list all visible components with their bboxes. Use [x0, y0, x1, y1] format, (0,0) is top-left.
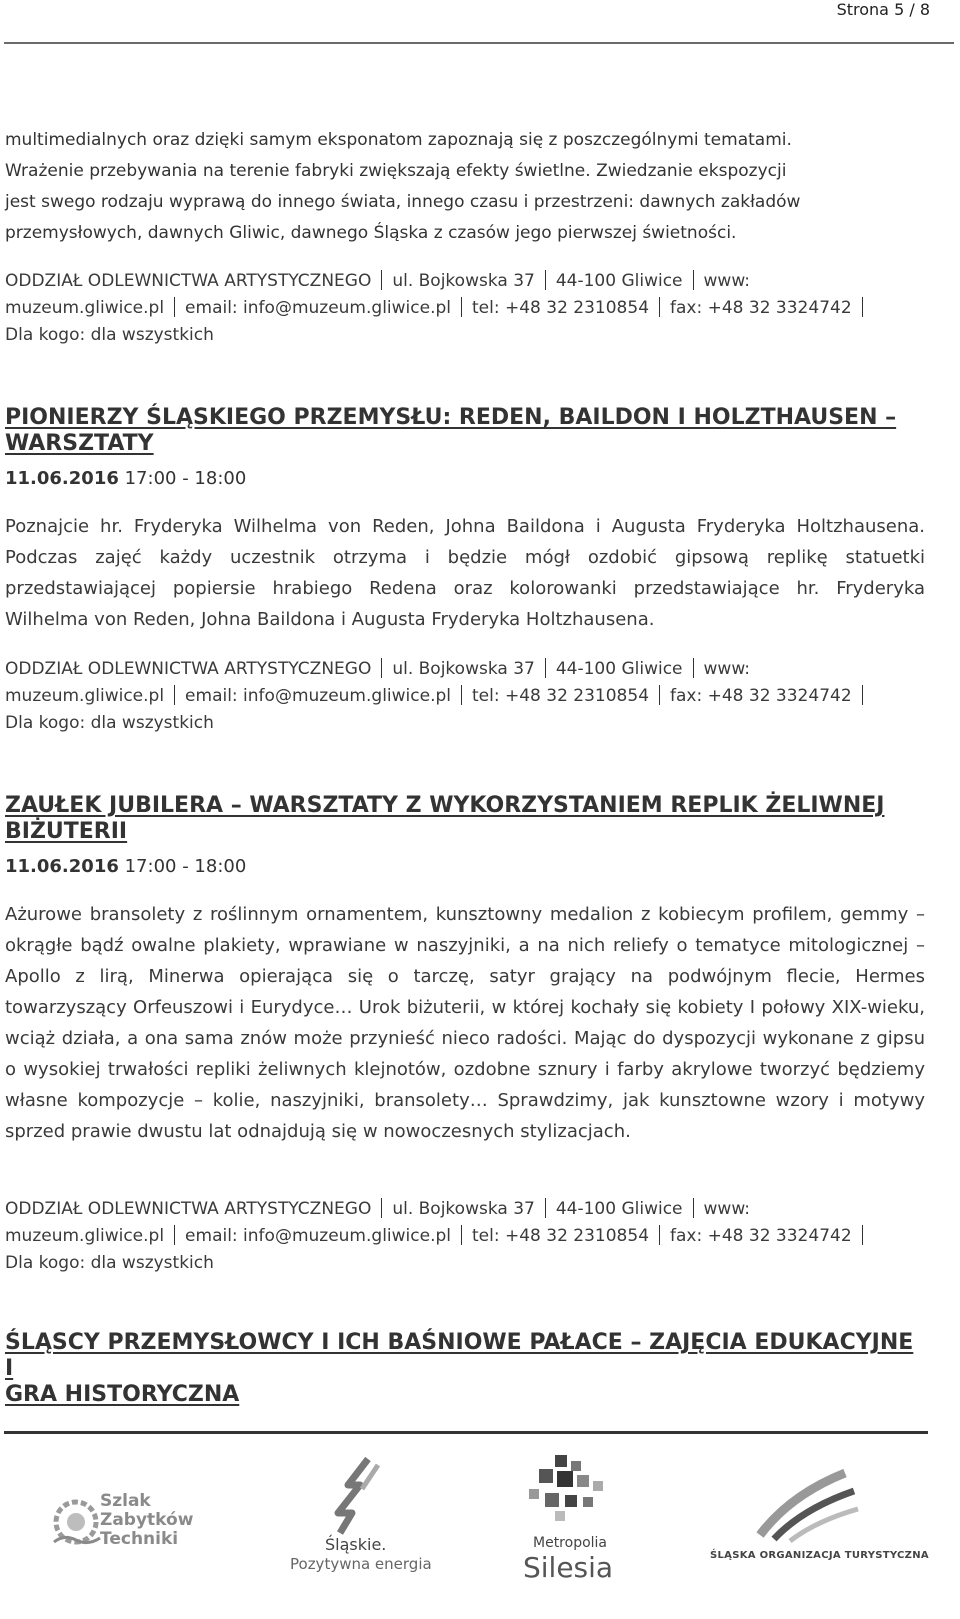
contact-line-1 [5, 656, 925, 683]
intro-line: jest swego rodzaju wyprawą do innego świata, innego czasu i przestrzeni: dawnych zakładów [5, 192, 801, 212]
logo-line: Szlak [100, 1491, 151, 1511]
street: ul. Bojkowska 37 [392, 271, 535, 291]
separator [693, 1198, 694, 1218]
contact-line-2 [5, 1223, 925, 1250]
separator [862, 297, 863, 317]
event-description: Ażurowe bransolety z roślinnym ornamentem, kunsztowny medalion z kobiecym profilem, gemmy – okrągłe bądź owalne plakiety, wprawiane w naszyjniki, a na nich reliefy o tematyce mitologicznej – Apollo z lirą, Minerwa opierająca się o tarczę, satyr grający na podwójnym flecie, Hermes towarzyszący Orfeuszowi i Eurydyce… Urok biżuterii, w której kochały się kobiety I połowy XIX-wieku, wciąż działa, a ona sama znów może przynieść nieco radości. Mając do dyspozycji wykonane z gipsu o wysokiej trwałości repliki żeliwnych klejnotów, ozdobne sznury i farby akrylowe tworzyć będziemy własne kompozycje – kolie, naszyjniki, bransolety… Sprawdzimy, jak kunsztowne wzory i motywy sprzed prawie dwustu lat odnajdują się w nowoczesnych stylizacjach. [5, 904, 925, 1142]
separator [545, 270, 546, 290]
contact-block [5, 656, 925, 737]
event-section [5, 793, 925, 1147]
silesia-label: Silesia [523, 1551, 614, 1584]
metropolia-label: Metropolia [533, 1535, 608, 1551]
contact-block [5, 1196, 925, 1277]
event-title-line: PIONIERZY ŚLĄSKIEGO PRZEMYSŁU: REDEN, BAILDON I HOLZTHAUSEN – [5, 405, 897, 430]
slaskie-label: Śląskie. [325, 1535, 387, 1554]
time-value: 17:00 - 18:00 [124, 856, 247, 877]
szlak-zabytkow-techniki-logo [50, 1480, 250, 1570]
contact-line-2 [5, 295, 925, 322]
separator [693, 270, 694, 290]
street: ul. Bojkowska 37 [392, 659, 535, 679]
branch-name: ODDZIAŁ ODLEWNICTWA ARTYSTYCZNEGO [5, 1199, 372, 1219]
slaskie-swoosh-icon [318, 1455, 398, 1535]
event-section [5, 405, 925, 635]
email-link[interactable]: email: info@muzeum.gliwice.pl [185, 1226, 451, 1246]
phone: tel: +48 32 2310854 [472, 686, 650, 706]
separator [545, 658, 546, 678]
event-title-line: ZAUŁEK JUBILERA – WARSZTATY Z WYKORZYSTANIEM REPLIK ŻELIWNEJ [5, 793, 885, 818]
intro-line: multimedialnych oraz dzięki samym eksponatom zapoznają się z poszczególnymi tematami. [5, 130, 792, 150]
website-link[interactable]: muzeum.gliwice.pl [5, 686, 165, 706]
separator [862, 685, 863, 705]
email-link[interactable]: email: info@muzeum.gliwice.pl [185, 686, 451, 706]
metropolia-silesia-logo [515, 1455, 625, 1605]
website-link[interactable]: muzeum.gliwice.pl [5, 298, 165, 318]
www-label: www: [703, 1199, 751, 1219]
separator [693, 658, 694, 678]
event-title [5, 405, 925, 457]
separator [862, 1225, 863, 1245]
separator [461, 297, 462, 317]
event-section [5, 1330, 925, 1408]
sot-swoosh-icon [750, 1465, 860, 1545]
fax: fax: +48 32 3324742 [670, 298, 852, 318]
sot-label: ŚLĄSKA ORGANIZACJA TURYSTYCZNA [710, 1550, 929, 1561]
event-title-line: WARSZTATY [5, 431, 154, 456]
city: 44-100 Gliwice [555, 271, 683, 291]
header-rule [4, 42, 954, 44]
separator [381, 658, 382, 678]
separator [659, 1225, 660, 1245]
slaskie-tagline: Pozytywna energia [290, 1555, 432, 1573]
slaska-organizacja-turystyczna-logo [705, 1465, 929, 1575]
logo-line: Zabytków [100, 1510, 194, 1530]
separator [174, 297, 175, 317]
contact-line-1 [5, 1196, 925, 1223]
audience: Dla kogo: dla wszystkich [5, 325, 214, 345]
slaskie-logo [290, 1455, 430, 1605]
intro-line: Wrażenie przebywania na terenie fabryki zwiększają efekty świetlne. Zwiedzanie ekspozycji [5, 161, 787, 181]
time-value: 17:00 - 18:00 [124, 468, 247, 489]
phone: tel: +48 32 2310854 [472, 298, 650, 318]
separator [174, 1225, 175, 1245]
fax: fax: +48 32 3324742 [670, 1226, 852, 1246]
audience: Dla kogo: dla wszystkich [5, 1253, 214, 1273]
audience: Dla kogo: dla wszystkich [5, 713, 214, 733]
separator [461, 1225, 462, 1245]
contact-line-1 [5, 268, 925, 295]
branch-name: ODDZIAŁ ODLEWNICTWA ARTYSTYCZNEGO [5, 659, 372, 679]
event-title [5, 1330, 925, 1408]
separator [381, 1198, 382, 1218]
phone: tel: +48 32 2310854 [472, 1226, 650, 1246]
separator [381, 270, 382, 290]
intro-paragraph [5, 125, 925, 249]
website-link[interactable]: muzeum.gliwice.pl [5, 1226, 165, 1246]
www-label: www: [703, 271, 751, 291]
www-label: www: [703, 659, 751, 679]
event-date [5, 855, 925, 879]
fax: fax: +48 32 3324742 [670, 686, 852, 706]
event-title-line: GRA HISTORYCZNA [5, 1382, 240, 1407]
date-value: 11.06.2016 [5, 468, 119, 489]
event-title-line: BIŻUTERII [5, 819, 128, 844]
intro-line: przemysłowych, dawnych Gliwic, dawnego Śląska z czasów jego pierwszej świetności. [5, 223, 737, 243]
separator [659, 297, 660, 317]
pixel-mosaic-icon [525, 1455, 615, 1525]
separator [174, 685, 175, 705]
email-link[interactable]: email: info@muzeum.gliwice.pl [185, 298, 451, 318]
date-value: 11.06.2016 [5, 856, 119, 877]
event-title-line: ŚLĄSCY PRZEMYSŁOWCY I ICH BAŚNIOWE PAŁACE – ZAJĘCIA EDUKACYJNE I [5, 1330, 914, 1381]
separator [545, 1198, 546, 1218]
event-title [5, 793, 925, 845]
contact-block [5, 268, 925, 349]
gear-icon [50, 1494, 102, 1554]
separator [659, 685, 660, 705]
city: 44-100 Gliwice [555, 659, 683, 679]
street: ul. Bojkowska 37 [392, 1199, 535, 1219]
event-description: Poznajcie hr. Fryderyka Wilhelma von Reden, Johna Baildona i Augusta Fryderyka Holtzhausena. Podczas zajęć każdy uczestnik otrzyma i będzie mógł ozdobić gipsową replikę statuetki przedstawiającej popiersie hrabiego Redena oraz kolorowanki przedstawiające hr. Fryderyka Wilhelma von Reden, Johna Baildona i Augusta Fryderyka Holtzhausena. [5, 516, 925, 630]
logo-line: Techniki [100, 1529, 179, 1549]
contact-line-2 [5, 683, 925, 710]
footer-rule [4, 1431, 928, 1434]
branch-name: ODDZIAŁ ODLEWNICTWA ARTYSTYCZNEGO [5, 271, 372, 291]
event-date [5, 467, 925, 491]
page-number: Strona 5 / 8 [836, 0, 930, 19]
city: 44-100 Gliwice [555, 1199, 683, 1219]
separator [461, 685, 462, 705]
